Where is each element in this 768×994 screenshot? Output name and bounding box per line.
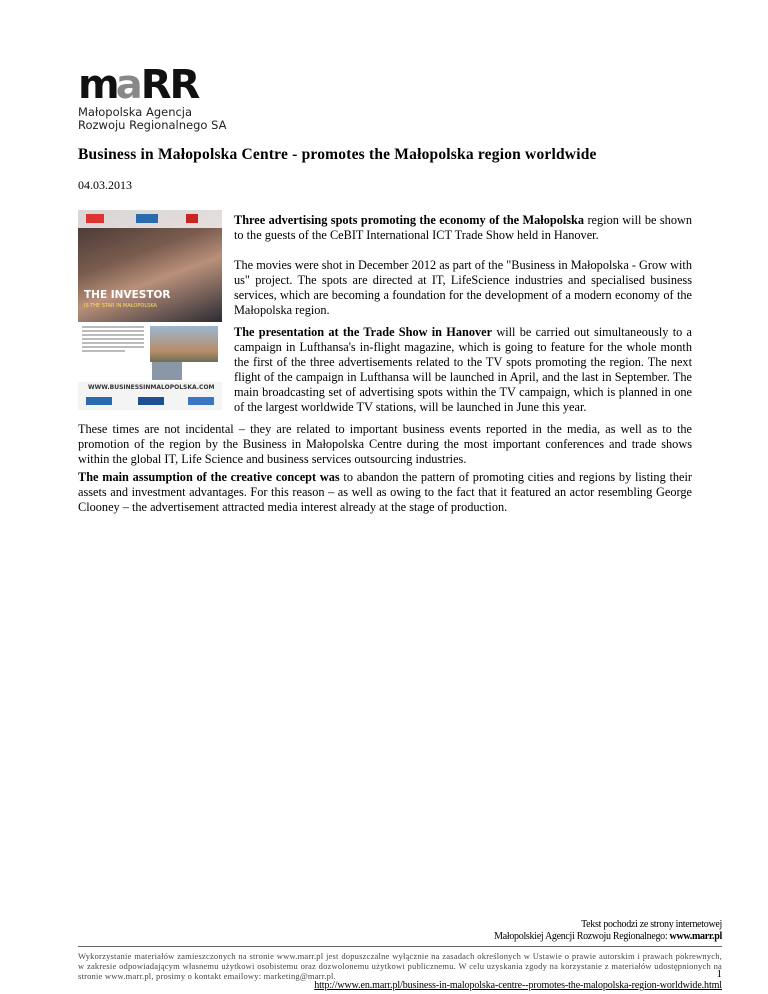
poster-photo	[78, 210, 222, 322]
paragraph-1	[234, 213, 692, 243]
copyright-notice: Wykorzystanie materiałów zamieszczonych na stronie www.marr.pl jest dopuszczalne wyłącznie na zasadach określonych w Ustawie o prawie autorskim i prawach pokrewnych, w zakresie odpowiadającym własnemu użytkowi osobistemu oraz dozwolonemu użytkowi publicznemu. W celu uzyskania zgody na korzystanie z materiałów udostępnionych na stronie www.marr.pl, prosimy o kontakt emailowy: marketing@marr.pl.	[78, 951, 722, 981]
paragraph-1-text: region will be shown to the guests of the CeBIT International ICT Trade Show held in Hanover.	[234, 213, 692, 242]
paragraph-3	[234, 325, 692, 415]
source-line-2-text: Małopolskiej Agencji Rozwoju Regionalnego:	[494, 931, 670, 942]
poster-subline: IS THE STAR IN MAŁOPOLSKA	[84, 303, 157, 309]
paragraph-2: The movies were shot in December 2012 as part of the "Business in Małopolska - Grow with us" project. The spots are directed at IT, LifeScience industries and specialised business services, which are becoming a foundation for the development of a modern economy of the Małopolska region.	[234, 258, 692, 317]
logo-mark	[78, 62, 238, 108]
poster-url: WWW.BUSINESSINMALOPOLSKA.COM	[88, 384, 215, 391]
poster-headline: THE INVESTOR	[84, 289, 171, 301]
source-line-2	[494, 931, 722, 943]
poster-middle	[78, 322, 222, 382]
logo-line-2: Rozwoju Regionalnego SA	[78, 118, 227, 132]
poster-castle-photo	[150, 326, 218, 362]
source-url-link[interactable]: http://www.en.marr.pl/business-in-malopolska-centre--promotes-the-malopolska-region-worldwide.html	[314, 980, 722, 991]
source-line-1: Tekst pochodzi ze strony internetowej	[581, 919, 722, 930]
logo-mark-a: a	[115, 62, 141, 108]
paragraph-3-text: will be carried out simultaneously to a campaign in Lufthansa's in-flight magazine, which is going to feature for the whole month the first of the three advertisements related to the TV spots promoting the region. The next flight of the campaign in Lufthansa will be launched in April, and the last in September. The main broadcasting set of advertising spots within the TV campaign, which is planned in one of the largest worldwide TV stations, will be launched in June this year.	[234, 325, 692, 414]
paragraph-5-bold: The main assumption of the creative concept was	[78, 470, 340, 484]
paragraph-1-bold: Three advertising spots promoting the economy of the Małopolska	[234, 213, 585, 227]
logo-line-1: Małopolska Agencja	[78, 105, 193, 119]
campaign-poster-image	[78, 210, 222, 410]
article-title: Business in Małopolska Centre - promotes the Małopolska region worldwide	[78, 146, 597, 163]
poster-footer-logos	[78, 394, 222, 408]
marr-logo	[78, 62, 238, 138]
source-note	[494, 919, 722, 943]
paragraph-5	[78, 470, 692, 515]
poster-text-block	[82, 326, 144, 354]
logo-subtitle	[78, 106, 238, 132]
footer-divider	[78, 946, 722, 947]
article-date: 04.03.2013	[78, 178, 132, 192]
paragraph-5-text: to abandon the pattern of promoting cities and regions by listing their assets and investment advantages. For this reason – as well as owing to the fact that it featured an actor resembling George Clooney – the advertisement attracted media interest already at the stage of production.	[78, 470, 693, 514]
poster-logo-strip	[78, 210, 222, 228]
source-site-link[interactable]: www.marr.pl	[669, 931, 722, 942]
poster-building-photo	[152, 362, 182, 380]
paragraph-3-bold: The presentation at the Trade Show in Hanover	[234, 325, 493, 339]
page-number: 1	[716, 968, 722, 980]
logo-mark-m: m	[78, 62, 118, 108]
paragraph-4: These times are not incidental – they are related to important business events reported in the media, as well as to the promotion of the region by the Business in Małopolska Centre during the most important conferences and trade shows within the global IT, Life Science and business services outsourcing industries.	[78, 422, 692, 466]
logo-mark-rr: RR	[140, 62, 199, 108]
